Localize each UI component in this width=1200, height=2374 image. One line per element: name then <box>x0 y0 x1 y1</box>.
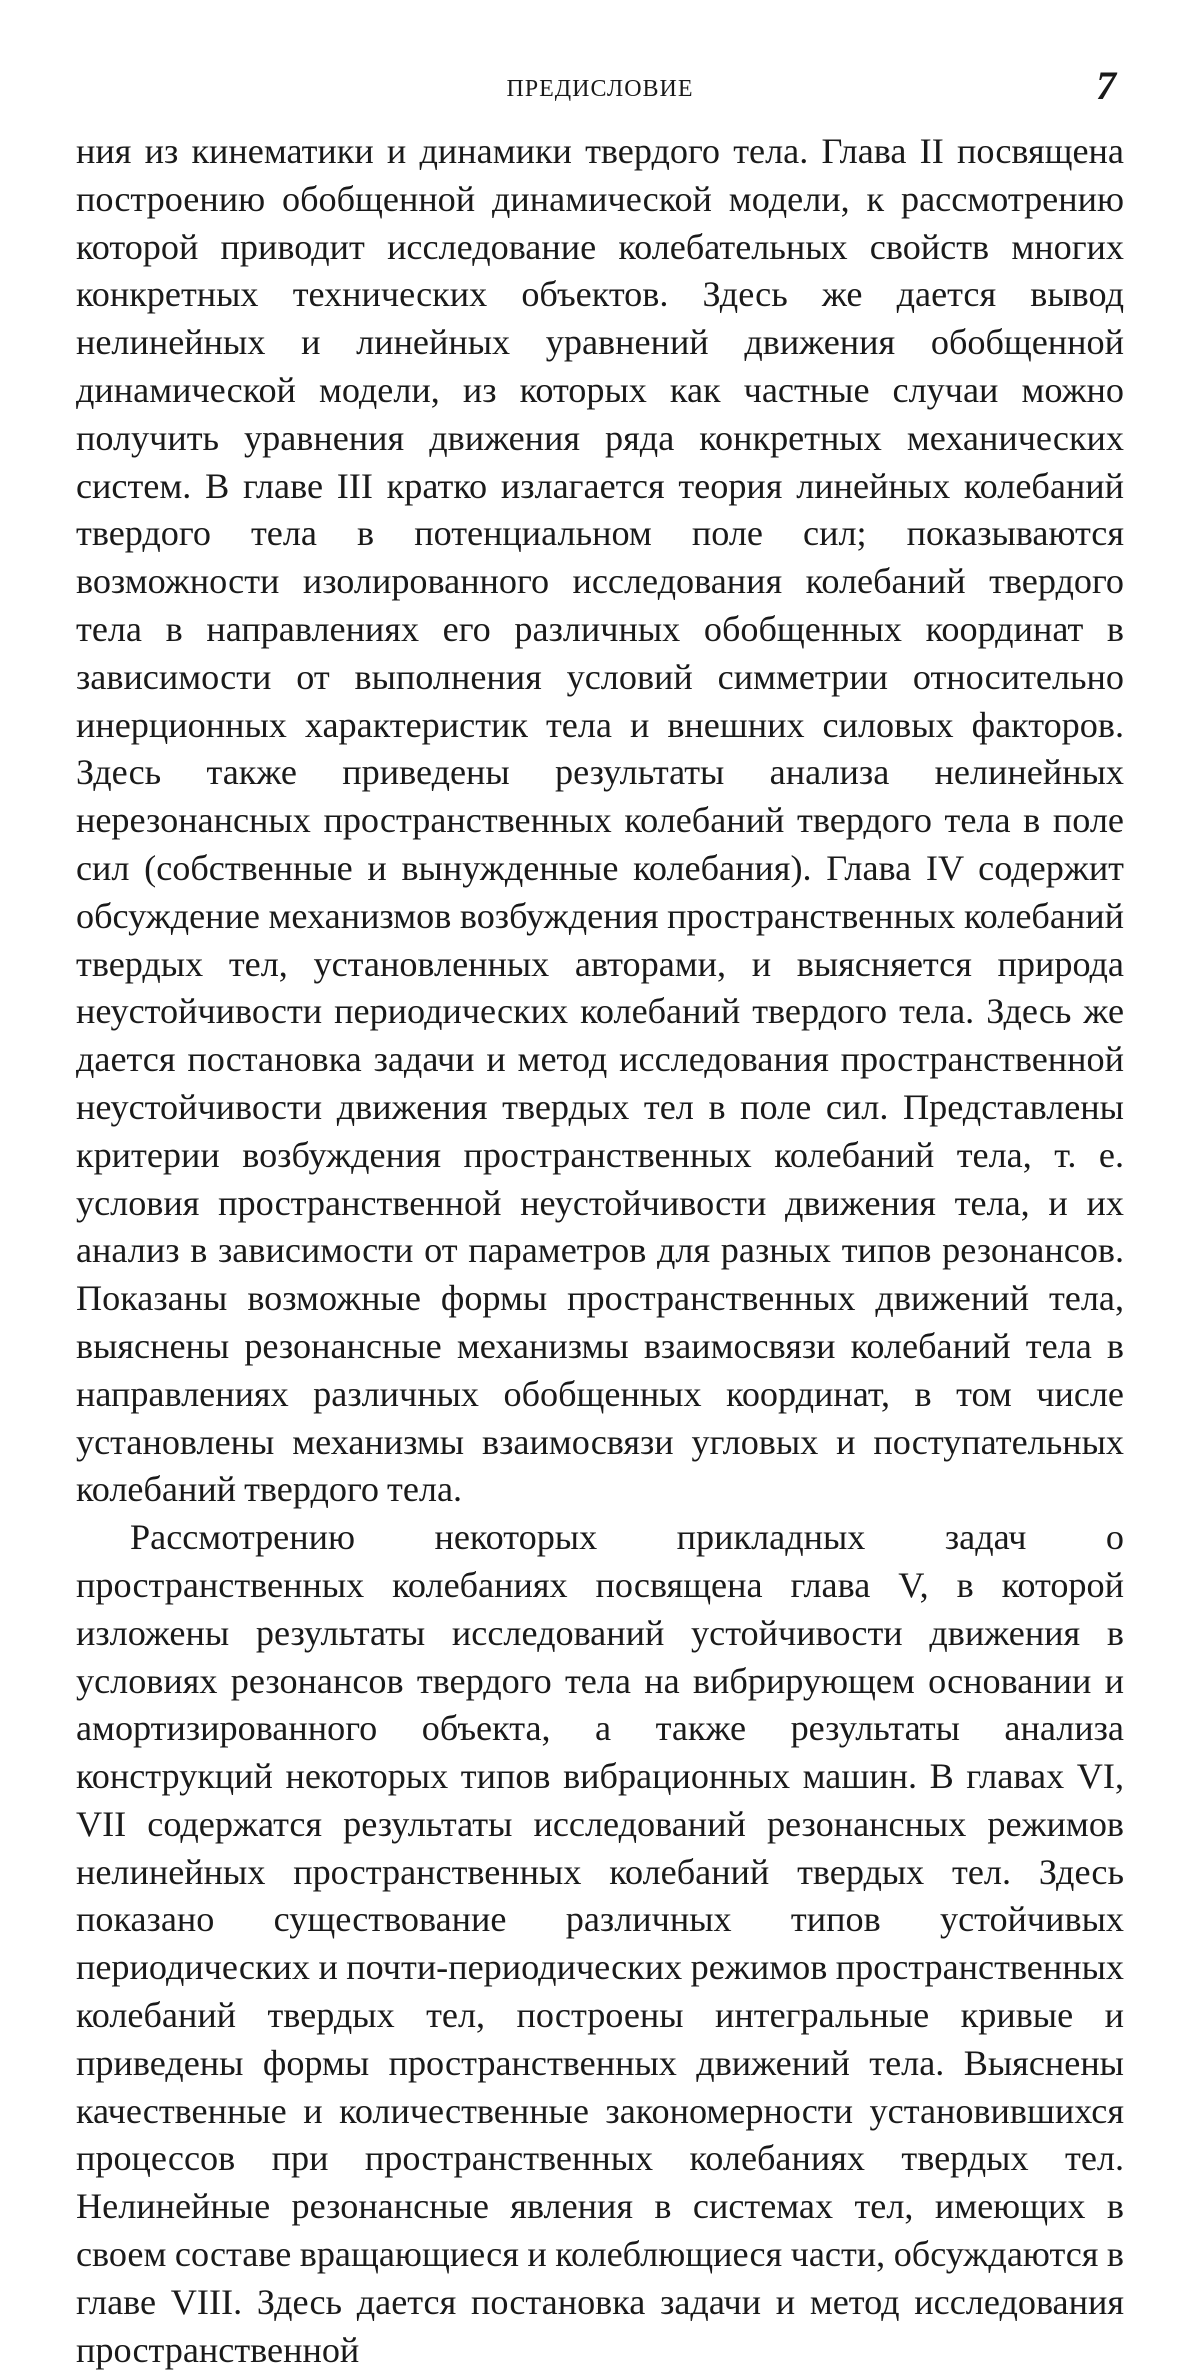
book-page <box>76 62 1124 2370</box>
paragraph-continued: ния из кинематики и динамики твердого тела. Глава II посвящена построению обобщенной динамической модели, к рассмотрению которой приводит исследование колебательных свойств многих конкретных технических объектов. Здесь же дается вывод нелинейных и линейных уравнений движения обобщенной динамической модели, из которых как частные случаи можно получить уравнения движения ряда конкретных механических систем. В главе III кратко излагается теория линейных колебаний твердого тела в потенциальном поле сил; показываются возможности изолированного исследования колебаний твердого тела в направлениях его различных обобщенных координат в зависимости от выполнения условий симметрии относительно инерционных характеристик тела и внешних силовых факторов. Здесь также приведены результаты анализа нелинейных нерезонансных пространственных колебаний твердого тела в поле сил (собственные и вынужденные колебания). Глава IV содержит обсуждение механизмов возбуждения пространственных колебаний твердых тел, установленных авторами, и выясняется природа неустойчивости периодических колебаний твердого тела. Здесь же дается постановка задачи и метод исследования пространственной неустойчивости движения твердых тел в поле сил. Представлены критерии возбуждения пространственных колебаний тела, т. е. условия пространственной неустойчивости движения тела, и их анализ в зависимости от параметров для разных типов резонансов. Показаны возможные формы пространственных движений тела, выяснены резонансные механизмы взаимосвязи колебаний тела в направлениях различных обобщенных координат, в том числе установлены механизмы взаимосвязи угловых и поступательных колебаний твердого тела. <box>76 131 1124 1510</box>
page-number: 7 <box>1096 63 1116 108</box>
running-head <box>76 62 1124 110</box>
body-text <box>76 128 1124 2374</box>
running-title: ПРЕДИСЛОВИЕ <box>506 76 694 102</box>
paragraph: Рассмотрению некоторых прикладных задач о пространственных колебаниях посвящена глава V, в которой изложены результаты исследований устойчивости движения в условиях резонансов твердого тела на вибрирующем основании и амортизированного объекта, а также результаты анализа конструкций некоторых типов вибрационных машин. В главах VI, VII содержатся результаты исследований резонансных режимов нелинейных пространственных колебаний твердых тел. Здесь показано существование различных типов устойчивых периодических и почти-периодических режимов пространственных колебаний твердых тел, построены интегральные кривые и приведены формы пространственных движений тела. Выяснены качественные и количественные закономерности установившихся процессов при пространственных колебаниях твердых тел. Нелинейные резонансные явления в системах тел, имеющих в своем составе вращающиеся и колеблющиеся части, обсуждаются в главе VIII. Здесь дается постановка задачи и метод исследования пространственной <box>76 1517 1124 2370</box>
